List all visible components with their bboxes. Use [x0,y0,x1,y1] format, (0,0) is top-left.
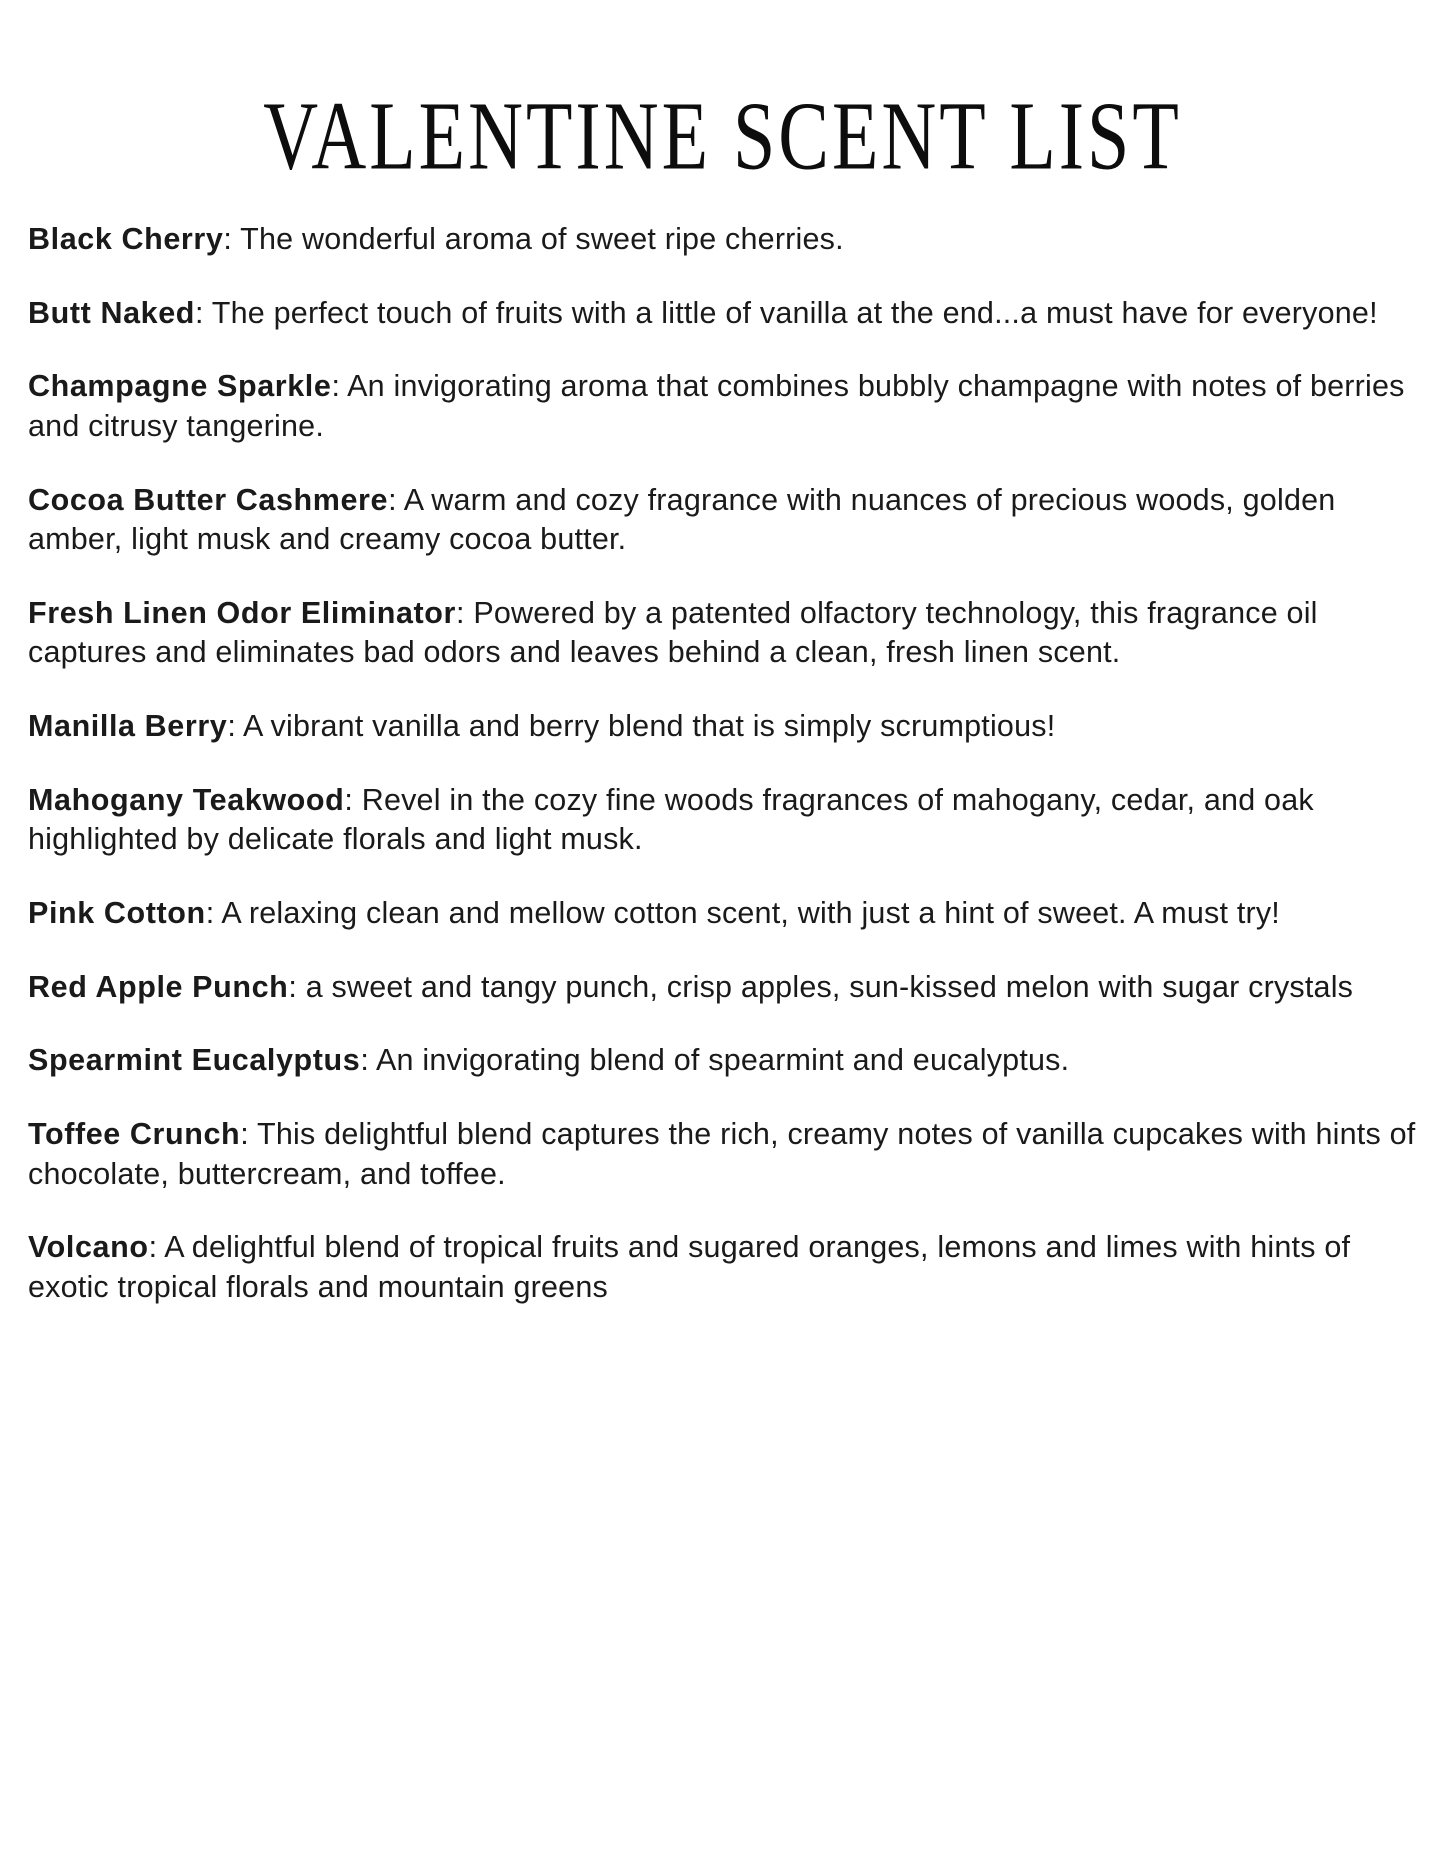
scent-name: Butt Naked [28,295,195,330]
scent-description: : The wonderful aroma of sweet ripe cherries. [223,222,844,256]
scent-description: : A delightful blend of tropical fruits and sugared oranges, lemons and limes with hints of exotic tropical florals and mountain greens [28,1230,1351,1304]
scent-list [28,220,1417,1308]
list-item [28,1041,1417,1081]
list-item [28,894,1417,934]
scent-name: Spearmint Eucalyptus [28,1043,361,1078]
list-item [28,1228,1417,1307]
scent-name: Mahogany Teakwood [28,782,345,817]
list-item [28,481,1417,560]
list-item [28,1115,1417,1194]
scent-description: : Revel in the cozy fine woods fragrances of mahogany, cedar, and oak highlighted by delicate florals and light musk. [28,782,1314,857]
scent-name: Champagne Sparkle [28,369,332,404]
scent-description: : A relaxing clean and mellow cotton scent, with just a hint of sweet. A must try! [205,896,1280,931]
scent-name: Fresh Linen Odor Eliminator [28,595,456,630]
list-item [28,220,1417,260]
list-item [28,781,1417,860]
scent-name: Toffee Crunch [28,1116,241,1151]
list-item [28,367,1417,446]
list-item [28,294,1417,334]
scent-description: : An invigorating blend of spearmint and eucalyptus. [360,1043,1070,1078]
scent-description: : An invigorating aroma that combines bubbly champagne with notes of berries and citrusy tangerine. [28,369,1405,443]
list-item [28,707,1417,747]
scent-name: Volcano [28,1230,149,1265]
scent-description: : Powered by a patented olfactory technology, this fragrance oil captures and eliminates bad odors and leaves behind a clean, fresh linen scent. [28,595,1318,670]
scent-description: : The perfect touch of fruits with a little of vanilla at the end...a must have for everyone! [195,295,1378,330]
list-item [28,594,1417,673]
scent-description: : This delightful blend captures the rich, creamy notes of vanilla cupcakes with hints of chocolate, buttercream, and toffee. [28,1116,1416,1191]
list-item [28,968,1417,1008]
page-title: VALENTINE SCENT LIST [263,82,1182,191]
scent-name: Manilla Berry [28,709,228,744]
scent-name: Black Cherry [28,222,224,256]
scent-description: : A warm and cozy fragrance with nuances of precious woods, golden amber, light musk and creamy cocoa butter. [28,482,1336,557]
scent-name: Cocoa Butter Cashmere [28,482,389,517]
scent-name: Red Apple Punch [28,969,289,1004]
scent-name: Pink Cotton [28,896,206,931]
scent-description: : A vibrant vanilla and berry blend that is simply scrumptious! [227,709,1056,744]
scent-description: : a sweet and tangy punch, crisp apples, sun-kissed melon with sugar crystals [288,969,1354,1004]
